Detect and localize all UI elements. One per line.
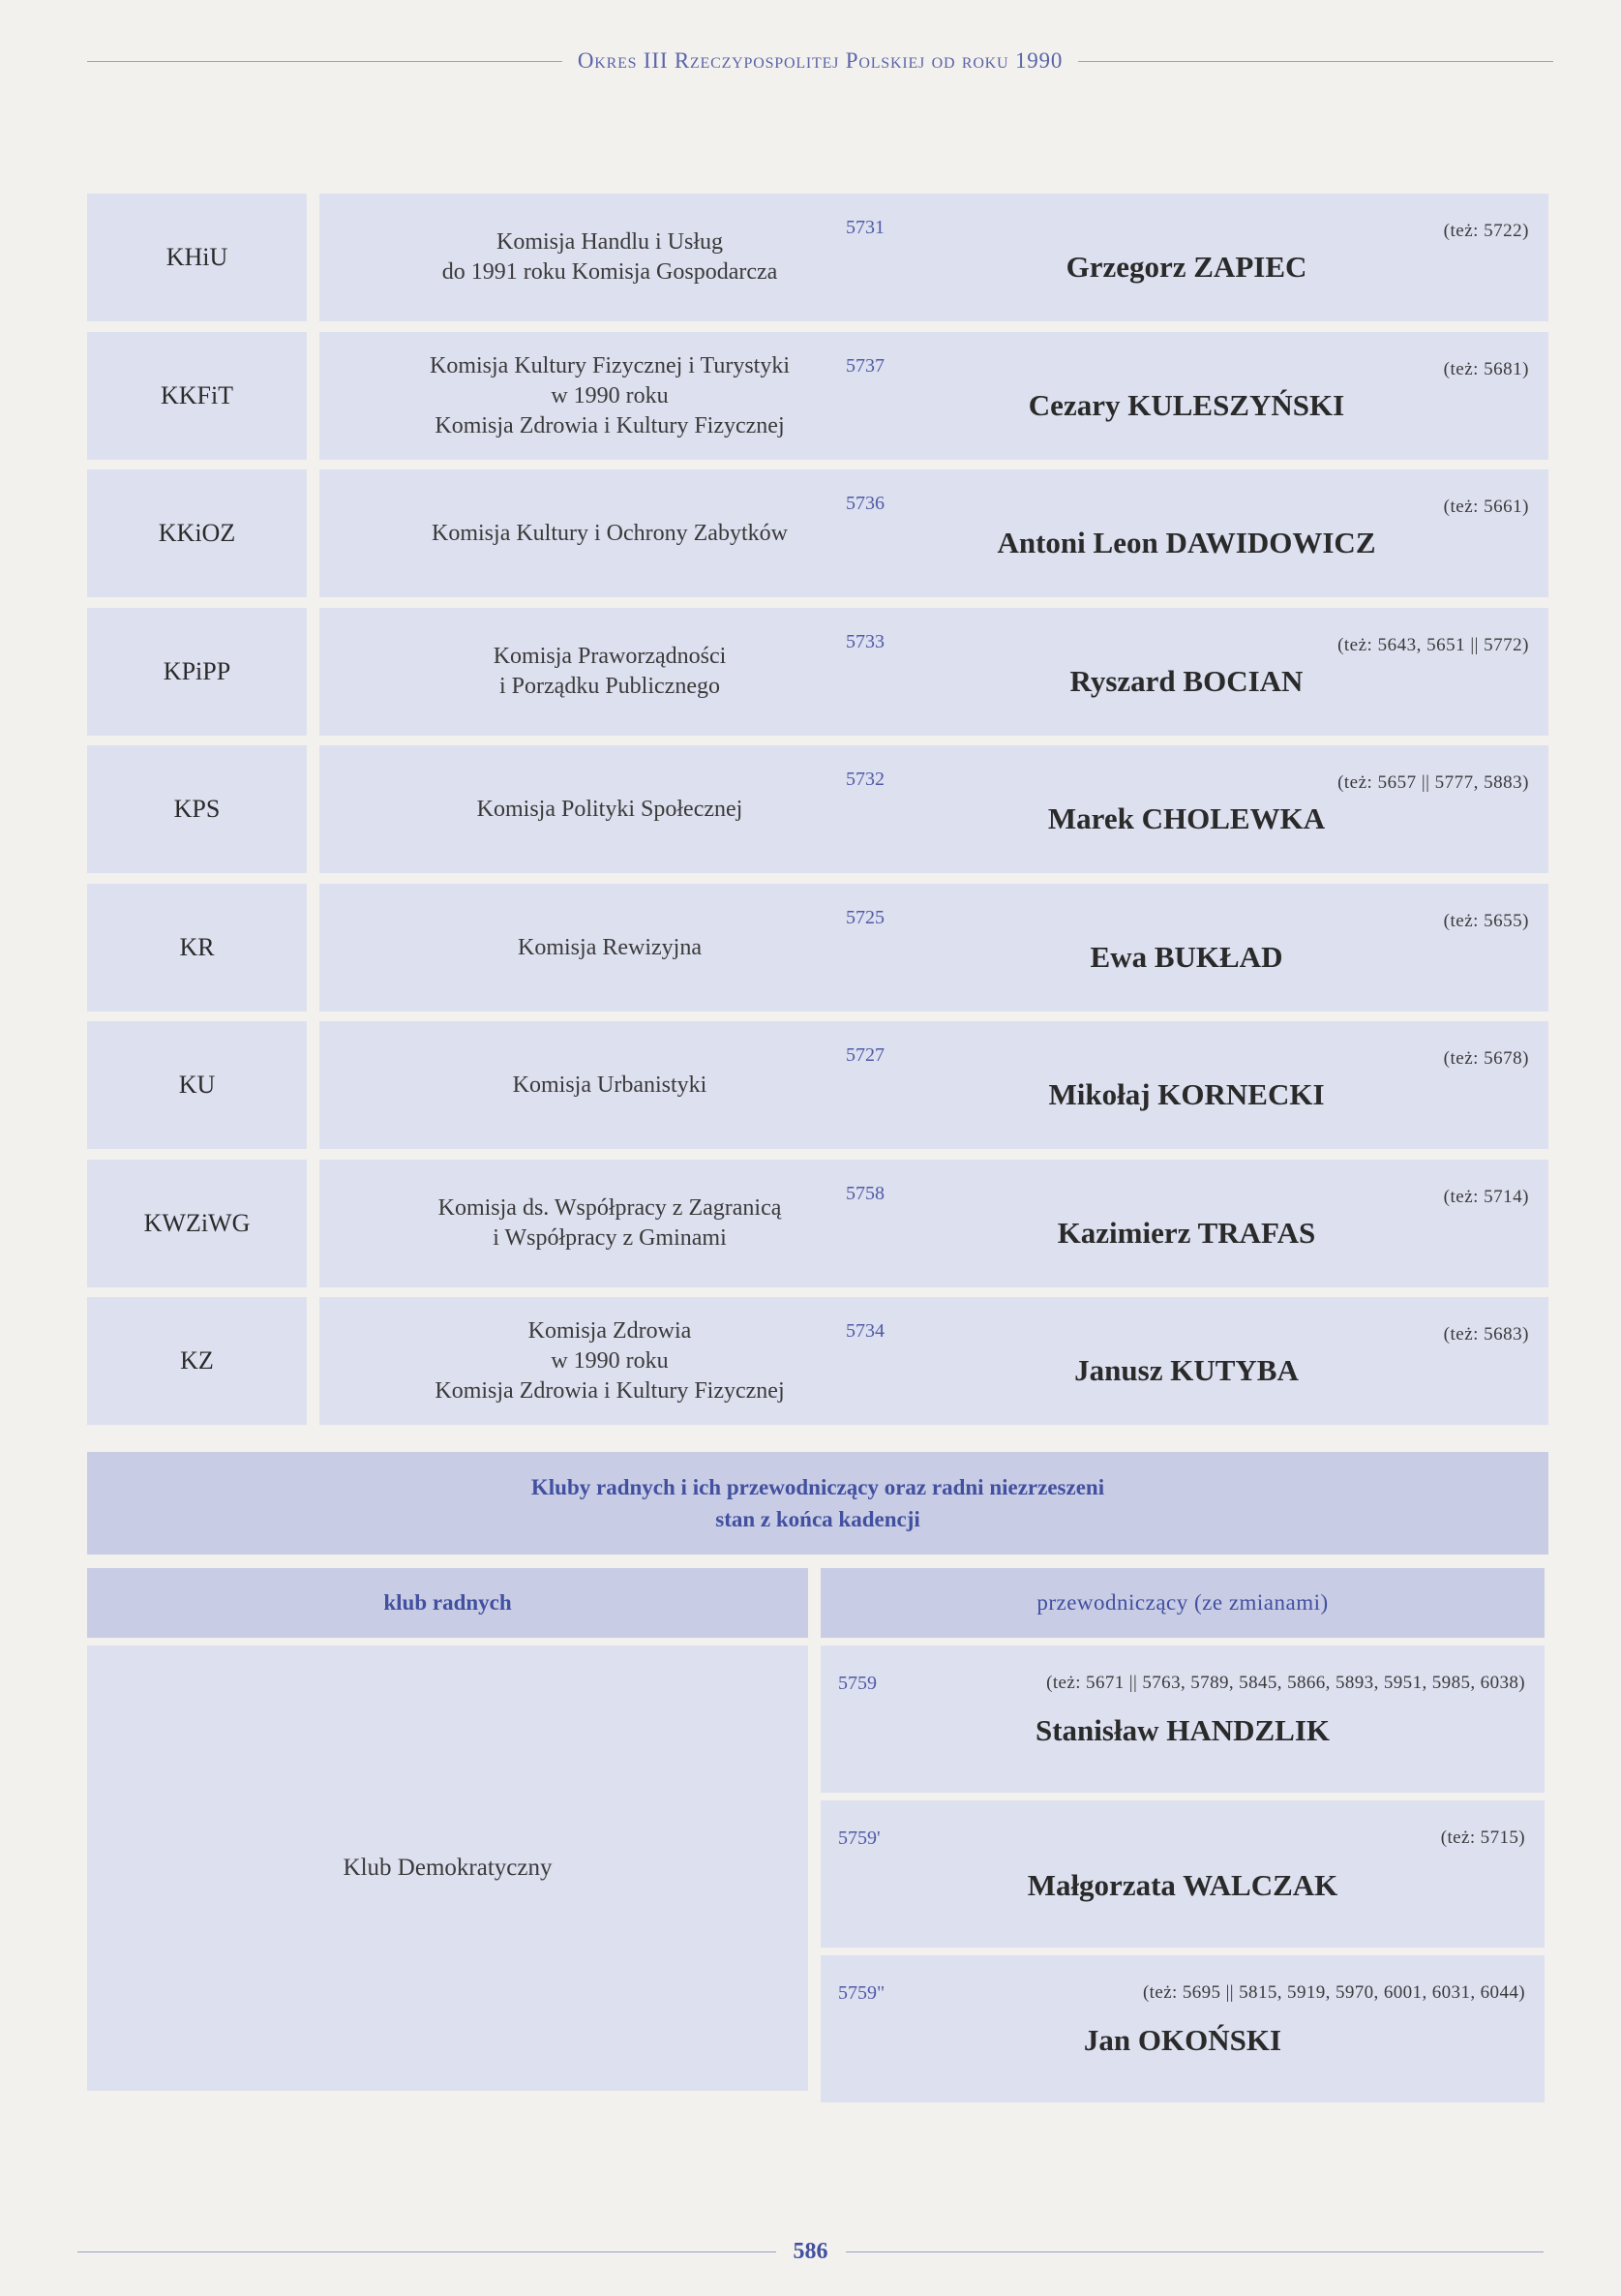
committee-name-line: Komisja Urbanistyki [512,1072,707,1098]
committee-abbreviation: KU [87,1021,307,1149]
committee-chair-cell [825,1297,1548,1425]
committee-name [319,745,900,873]
club-chair-row [821,1646,1545,1793]
committee-abbreviation: KPiPP [87,608,307,736]
committee-abbreviation: KWZiWG [87,1160,307,1287]
committee-name-line: Komisja ds. Współpracy z Zagranicą [437,1195,782,1221]
committee-name-line: Komisja Praworządności [493,644,727,669]
committee-name-line: w 1990 roku [551,382,669,408]
chair-number: 5727 [846,1044,885,1066]
chair-number: 5759" [838,1982,886,2004]
committee-name-line: i Współpracy z Gminami [493,1225,727,1251]
running-header [87,46,1553,76]
chair-also: (też: 5661) [1443,497,1529,517]
column-header-club: klub radnych [87,1568,808,1638]
chair-name: Jan OKOŃSKI [1083,2023,1282,2057]
club-chair-row [821,1955,1545,2102]
chair-name: Małgorzata WALCZAK [1027,1868,1338,1902]
committee-chair-cell [825,332,1548,460]
chair-number: 5758 [846,1183,885,1204]
column-header-chair: przewodniczący (ze zmianami) [821,1568,1545,1638]
committee-row [87,1160,1548,1287]
chair-also: (też: 5722) [1443,221,1529,241]
committee-name-line: Komisja Polityki Społecznej [476,796,743,822]
committee-row [87,1297,1548,1425]
committee-name-line: Komisja Kultury i Ochrony Zabytków [432,520,788,546]
clubs-section-heading [87,1452,1548,1555]
committee-name [319,469,900,597]
committee-name-line: i Porządku Publicznego [499,674,720,699]
committee-abbreviation: KPS [87,745,307,873]
chair-also: (też: 5678) [1443,1048,1529,1069]
committee-chair-cell [825,194,1548,321]
chair-number: 5759 [838,1673,877,1694]
chair-name: Ewa BUKŁAD [1090,940,1283,974]
chair-also: (też: 5657 || 5777, 5883) [1337,772,1529,793]
committee-name [319,884,900,1012]
page-footer [77,2236,1544,2267]
chair-number: 5736 [846,493,885,514]
committee-name-line: Komisja Zdrowia i Kultury Fizycznej [435,1377,785,1404]
committee-name [319,1021,900,1149]
committee-row [87,1021,1548,1149]
committee-row [87,469,1548,597]
club-name: Klub Demokratyczny [87,1646,808,2091]
chair-name: Ryszard BOCIAN [1069,664,1304,698]
committee-chair-cell [825,884,1548,1012]
chair-name: Mikołaj KORNECKI [1048,1077,1325,1111]
header-rule-left [87,61,562,62]
committee-chair-cell [825,608,1548,736]
chair-also: (też: 5695 || 5815, 5919, 5970, 6001, 6031, 6044) [1142,1982,1525,2003]
committee-name-line: Komisja Zdrowia [527,1317,692,1344]
running-header-title: Okres III Rzeczypospolitej Polskiej od roku 1990 [577,48,1064,73]
committee-name [319,608,900,736]
committee-name [319,1160,900,1287]
chair-also: (też: 5655) [1443,911,1529,931]
committee-abbreviation: KR [87,884,307,1012]
chair-also: (też: 5681) [1443,359,1529,379]
committee-chair-cell [825,469,1548,597]
committee-name-line: Komisja Handlu i Usług [496,229,723,255]
chair-number: 5733 [846,631,885,652]
committee-row [87,608,1548,736]
page-number: 586 [793,2238,828,2264]
committee-name [319,1297,900,1425]
committee-name-line: Komisja Kultury Fizycznej i Turystyki [430,352,790,378]
footer-rule-left [77,2251,776,2252]
clubs-heading-line2: stan z końca kadencji [715,1507,920,1531]
header-rule-right [1078,61,1553,62]
footer-rule-right [846,2251,1545,2252]
chair-also: (też: 5714) [1443,1187,1529,1207]
chair-number: 5734 [846,1320,885,1342]
chair-name: Janusz KUTYBA [1074,1353,1299,1387]
committee-name-line: Komisja Zdrowia i Kultury Fizycznej [435,412,785,438]
committee-name-line: w 1990 roku [551,1347,669,1374]
committee-row [87,332,1548,460]
committee-name [319,332,900,460]
committee-abbreviation: KZ [87,1297,307,1425]
chair-number: 5759' [838,1828,881,1849]
chair-also: (też: 5671 || 5763, 5789, 5845, 5866, 5893, 5951, 5985, 6038) [1046,1673,1525,1693]
committee-row [87,884,1548,1012]
chair-also: (też: 5643, 5651 || 5772) [1337,635,1529,655]
chair-number: 5731 [846,217,885,238]
clubs-heading-line1: Kluby radnych i ich przewodniczący oraz radni niezrzeszeni [530,1475,1105,1499]
committee-chair-cell [825,1160,1548,1287]
chair-name: Stanisław HANDZLIK [1035,1713,1331,1747]
committee-row [87,194,1548,321]
chair-number: 5725 [846,907,885,928]
chair-name: Kazimierz TRAFAS [1057,1216,1316,1250]
committee-abbreviation: KKFiT [87,332,307,460]
chair-name: Marek CHOLEWKA [1047,801,1326,835]
chair-number: 5737 [846,355,885,377]
committee-chair-cell [825,745,1548,873]
committee-name [319,194,900,321]
committee-name-line: Komisja Rewizyjna [518,934,702,960]
committee-abbreviation: KHiU [87,194,307,321]
chair-name: Cezary KULESZYŃSKI [1028,388,1345,422]
chair-also: (też: 5683) [1443,1324,1529,1344]
chair-also: (też: 5715) [1440,1828,1525,1848]
chair-name: Antoni Leon DAWIDOWICZ [997,526,1376,559]
committee-name-line: do 1991 roku Komisja Gospodarcza [441,259,778,285]
committee-row [87,745,1548,873]
committee-abbreviation: KKiOZ [87,469,307,597]
chair-number: 5732 [846,769,885,790]
committee-chair-cell [825,1021,1548,1149]
club-chair-row [821,1800,1545,1948]
chair-name: Grzegorz ZAPIEC [1066,250,1307,284]
